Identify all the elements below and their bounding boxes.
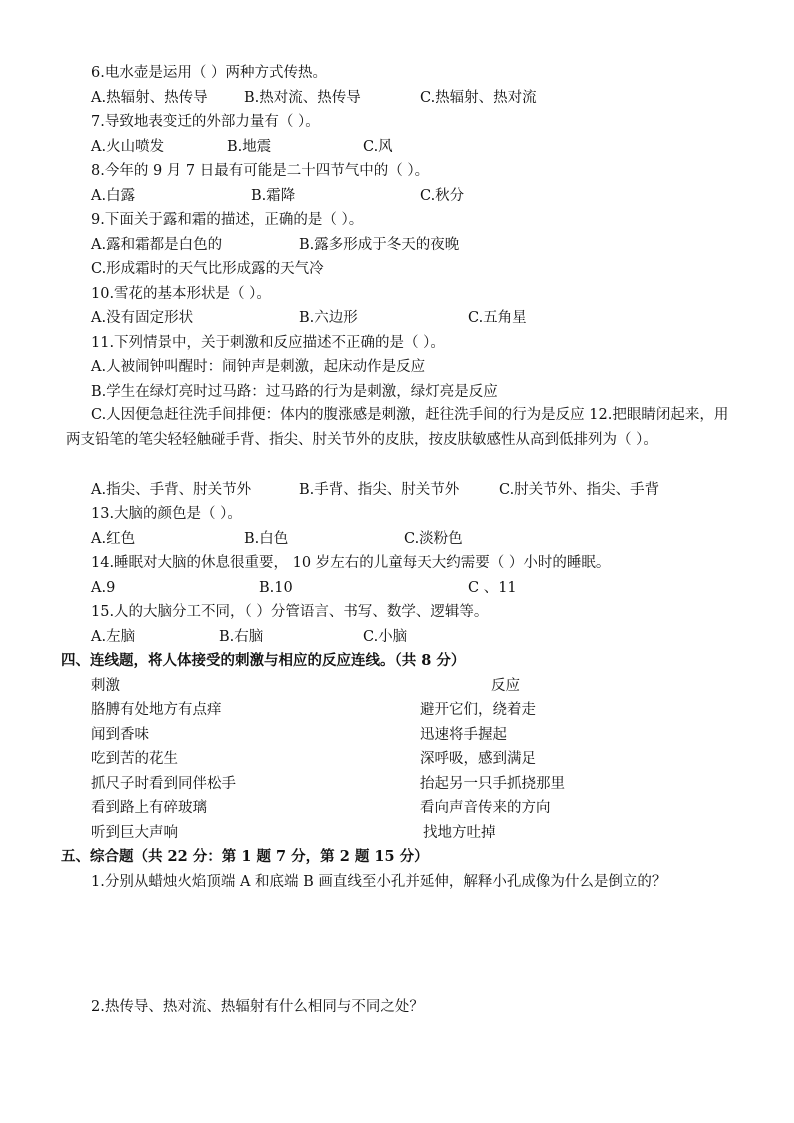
question-6-option-a: A.热辐射、热传导 xyxy=(91,90,208,106)
question-9-option-a: A.露和霜都是白色的 xyxy=(91,237,223,253)
stimulus-item: 闻到香味 xyxy=(91,727,149,743)
matching-left-header: 刺激 xyxy=(91,678,120,694)
question-9-option-c: C.形成霜时的天气比形成露的天气冷 xyxy=(91,261,324,277)
question-9-option-b: B.露多形成于冬天的夜晚 xyxy=(299,237,460,253)
stimulus-item: 胳膊有处地方有点痒 xyxy=(91,702,222,718)
section-4-heading: 四、连线题，将人体接受的刺激与相应的反应连线。（共 8 分） xyxy=(61,652,466,669)
question-14-stem: 14.睡眠对大脑的休息很重要， 10 岁左右的儿童每天大约需要（ ）小时的睡眠。 xyxy=(91,555,611,571)
question-6-stem: 6.电水壶是运用（ ）两种方式传热。 xyxy=(91,65,327,81)
question-15-option-c: C.小脑 xyxy=(363,629,408,645)
question-10-option-a: A.没有固定形状 xyxy=(91,310,194,326)
question-13-stem: 13.大脑的颜色是（ ）。 xyxy=(91,506,242,522)
question-12-option-a: A.指尖、手背、肘关节外 xyxy=(91,482,252,498)
question-14-option-a: A.9 xyxy=(91,580,116,596)
question-15-stem: 15.人的大脑分工不同，（ ）分管语言、书写、数学、逻辑等。 xyxy=(91,604,489,620)
section-5-question-1: 1.分别从蜡烛火焰顶端 A 和底端 B 画直线至小孔并延伸，解释小孔成像为什么是倒立的？ xyxy=(91,874,667,890)
question-12-option-c: C.肘关节外、指尖、手背 xyxy=(499,482,660,498)
stimulus-item: 吃到苦的花生 xyxy=(91,751,178,767)
response-item: 找地方吐掉 xyxy=(423,825,496,841)
question-8-option-c: C.秋分 xyxy=(420,188,465,204)
question-6-option-c: C.热辐射、热对流 xyxy=(420,90,537,106)
question-12-option-b: B.手背、指尖、肘关节外 xyxy=(299,482,460,498)
question-9-stem: 9.下面关于露和霜的描述，正确的是（ ）。 xyxy=(91,212,364,228)
question-7-option-b: B.地震 xyxy=(227,139,272,155)
stimulus-item: 听到巨大声响 xyxy=(91,825,178,841)
stimulus-item: 看到路上有碎玻璃 xyxy=(91,800,207,816)
matching-right-header: 反应 xyxy=(491,678,520,694)
question-11-option-b: B.学生在绿灯亮时过马路：过马路的行为是刺激，绿灯亮是反应 xyxy=(91,384,498,400)
response-item: 避开它们，绕着走 xyxy=(420,702,536,718)
stimulus-item: 抓尺子时看到同伴松手 xyxy=(91,776,236,792)
response-item: 深呼吸，感到满足 xyxy=(420,751,536,767)
question-10-option-c: C.五角星 xyxy=(468,310,527,326)
question-13-option-a: A.红色 xyxy=(91,531,136,547)
question-7-option-a: A.火山喷发 xyxy=(91,139,165,155)
response-item: 迅速将手握起 xyxy=(420,727,507,743)
response-item: 抬起另一只手抓挠那里 xyxy=(420,776,565,792)
question-14-option-b: B.10 xyxy=(259,580,293,596)
question-8-option-b: B.霜降 xyxy=(251,188,296,204)
question-13-option-b: B.白色 xyxy=(244,531,289,547)
section-5-heading: 五、综合题（共 22 分：第 1 题 7 分，第 2 题 15 分） xyxy=(61,848,429,865)
question-11-stem: 11.下列情景中，关于刺激和反应描述不正确的是（ ）。 xyxy=(91,335,445,351)
question-7-option-c: C.风 xyxy=(363,139,393,155)
response-item: 看向声音传来的方向 xyxy=(420,800,551,816)
question-10-option-b: B.六边形 xyxy=(299,310,358,326)
question-7-stem: 7.导致地表变迁的外部力量有（ ）。 xyxy=(91,114,320,130)
question-10-stem: 10.雪花的基本形状是（ ）。 xyxy=(91,286,271,302)
question-8-option-a: A.白露 xyxy=(91,188,136,204)
question-13-option-c: C.淡粉色 xyxy=(404,531,463,547)
question-15-option-a: A.左脑 xyxy=(91,629,136,645)
question-11c-and-12-paragraph: C.人因便急赶往洗手间排便：体内的腹涨感是刺激，赶往洗手间的行为是反应 12.把眼睛闭起来，用两支铅笔的笔尖轻轻触碰手背、指尖、肘关节外的皮肤，按皮肤敏感性从高到低排列为（ ）。 xyxy=(66,407,729,448)
question-11-option-a: A.人被闹钟叫醒时：闹钟声是刺激，起床动作是反应 xyxy=(91,359,426,375)
question-6-option-b: B.热对流、热传导 xyxy=(244,90,361,106)
question-15-option-b: B.右脑 xyxy=(219,629,264,645)
question-14-option-c: C 、11 xyxy=(468,580,517,596)
question-8-stem: 8.今年的 9 月 7 日最有可能是二十四节气中的（ ）。 xyxy=(91,163,430,179)
section-5-question-2: 2.热传导、热对流、热辐射有什么相同与不同之处？ xyxy=(91,999,424,1015)
